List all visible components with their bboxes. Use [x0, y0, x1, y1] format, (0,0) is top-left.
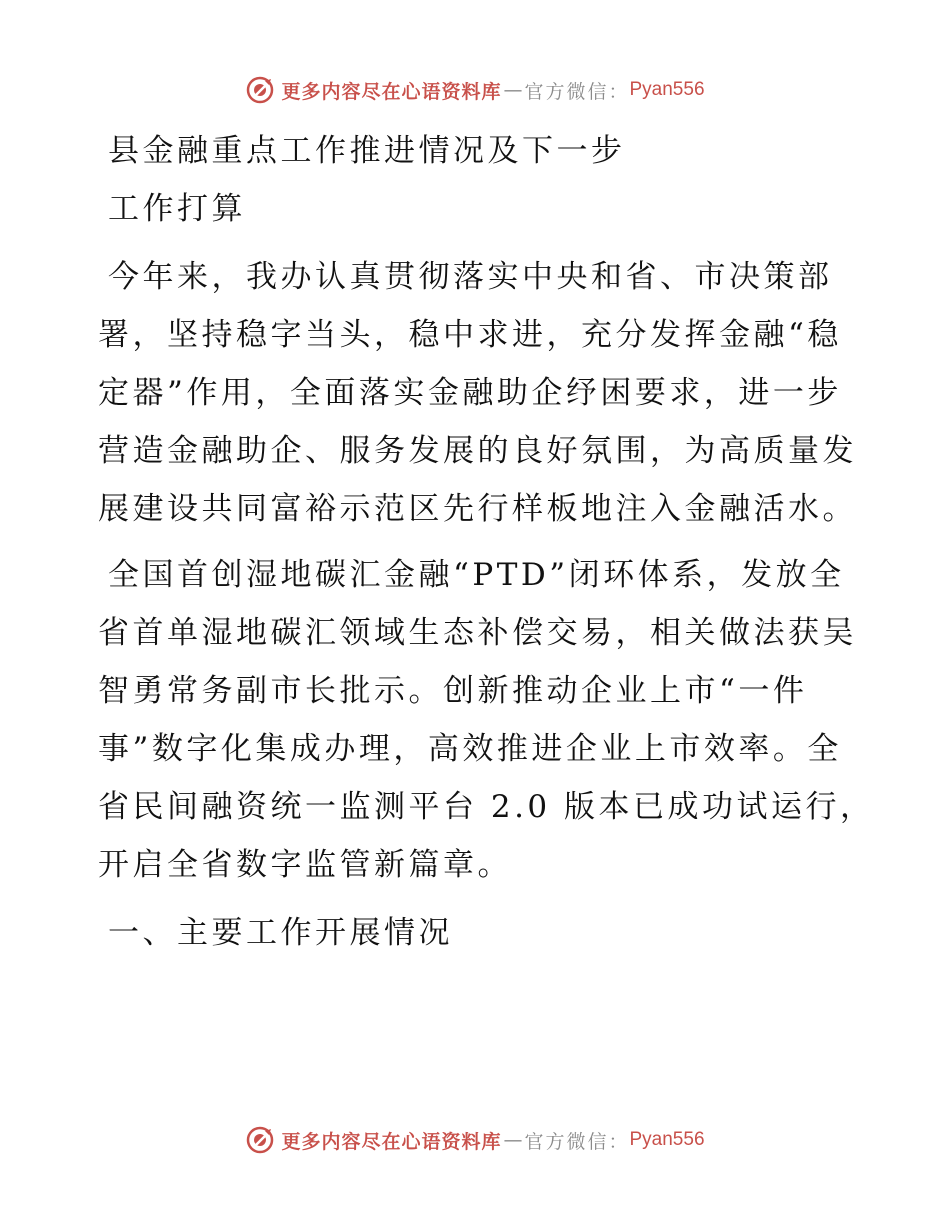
- watermark-footer: [0, 1120, 950, 1160]
- paragraph-line: 省民间融资统一监测平台 2.0 版本已成功试运行，: [98, 789, 875, 825]
- brand-logo-icon: [245, 1125, 275, 1155]
- section-heading: 一、主要工作开展情况: [108, 915, 453, 951]
- paragraph-2: [98, 546, 875, 894]
- paragraph-line: 全国首创湿地碳汇金融“PTD”闭环体系，发放全: [108, 557, 845, 593]
- watermark-dash: —: [503, 1129, 523, 1151]
- watermark-wechat-id: Pyan556: [629, 1129, 705, 1150]
- watermark-dash: —: [503, 79, 523, 101]
- watermark-official-label: 官方微信：: [524, 80, 630, 103]
- watermark-wechat-id: Pyan556: [629, 79, 705, 100]
- paragraph-line: 开启全省数字监管新篇章。: [98, 847, 512, 883]
- document-body: [98, 122, 875, 962]
- watermark-official-label: 官方微信：: [524, 1130, 630, 1153]
- paragraph-line: 智勇常务副市长批示。创新推动企业上市“一件: [98, 673, 808, 709]
- paragraph-line: 展建设共同富裕示范区先行样板地注入金融活水。: [98, 491, 857, 527]
- watermark-header: [0, 70, 950, 110]
- paragraph-line: 今年来，我办认真贯彻落实中央和省、市决策部: [108, 259, 833, 295]
- paragraph-line: 定器”作用，全面落实金融助企纾困要求，进一步: [98, 375, 842, 411]
- watermark-brand-text: 更多内容尽在心语资料库: [281, 1130, 502, 1153]
- document-title-line-2: 工作打算: [108, 191, 246, 227]
- paragraph-line: 署，坚持稳字当头，稳中求进，充分发挥金融“稳: [98, 317, 842, 353]
- brand-logo-icon: [245, 75, 275, 105]
- document-title-line-1: 县金融重点工作推进情况及下一步: [108, 133, 626, 169]
- paragraph-line: 省首单湿地碳汇领域生态补偿交易，相关做法获吴: [98, 615, 857, 651]
- paragraph-line: 事”数字化集成办理，高效推进企业上市效率。全: [98, 731, 842, 767]
- paragraph-1: [98, 248, 858, 538]
- paragraph-line: 营造金融助企、服务发展的良好氛围，为高质量发: [98, 433, 857, 469]
- watermark-brand-text: 更多内容尽在心语资料库: [281, 80, 502, 103]
